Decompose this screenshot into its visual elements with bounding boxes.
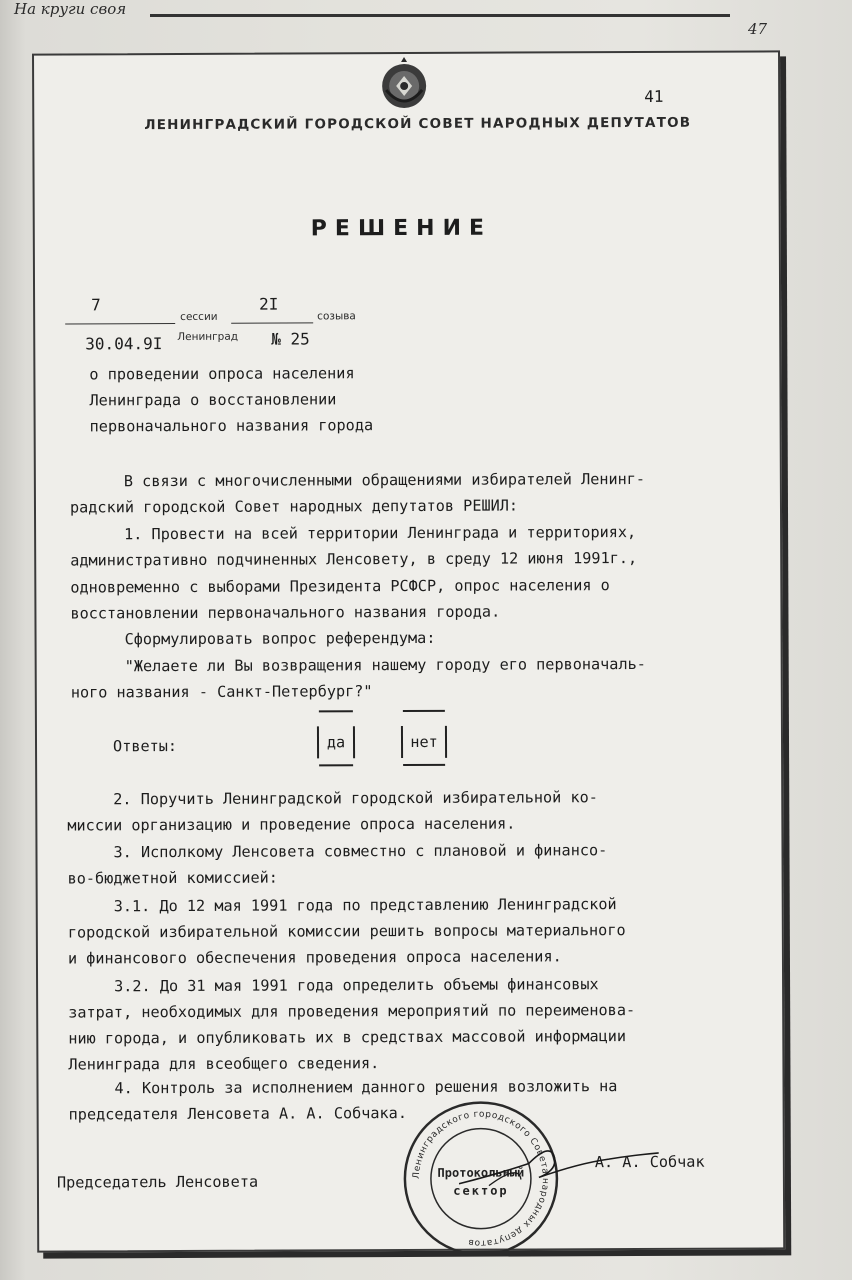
yes-box-bottom xyxy=(319,764,353,766)
body-line: "Желаете ли Вы возвращения нашему городу его первоначаль- xyxy=(124,654,646,676)
no-box-top xyxy=(403,710,445,712)
subject-line: первоначального названия города xyxy=(89,416,374,436)
convocation-number: 2I xyxy=(259,294,279,314)
stamp-line-1: Протокольный xyxy=(437,1165,525,1180)
body-line: и финансового обеспечения проведения опроса населения. xyxy=(67,947,562,968)
decision-number: № 25 xyxy=(271,329,310,349)
body-line: 3.1. До 12 мая 1991 года по представлению Ленинградской xyxy=(113,895,617,916)
body-line: 1. Провести на всей территории Ленинграда и территориях, xyxy=(124,523,637,544)
answer-yes-box: да xyxy=(317,726,355,758)
body-line: 4. Контроль за исполнением данного решения возложить на xyxy=(114,1077,618,1098)
subject-line: Ленинграда о восстановлении xyxy=(89,390,337,410)
body-line: В связи с многочисленными обращениями избирателей Ленинг- xyxy=(123,469,646,491)
body-line: ного названия - Санкт-Петербург?" xyxy=(70,682,373,702)
svg-text:Ленинградского городского Сове: Ленинградского городского Совета народных депутатов xyxy=(411,1109,550,1248)
body-line: во-бюджетной комиссией: xyxy=(67,868,278,888)
body-line: восстановлении первоначального названия города. xyxy=(70,602,501,623)
rsfsr-emblem-icon xyxy=(376,56,432,112)
header-rule xyxy=(150,14,730,17)
body-line: радский городской Совет народных депутатов РЕШИЛ: xyxy=(69,496,519,517)
body-line: затрат, необходимых для проведения мероприятий по переименова- xyxy=(68,1001,636,1022)
answer-no-box: нет xyxy=(401,726,447,758)
body-line: 3.2. До 31 мая 1991 года определить объемы финансовых xyxy=(114,975,599,996)
body-line: 2. Поручить Ленинградской городской избирательной ко- xyxy=(113,788,598,809)
no-box-bottom xyxy=(403,764,445,766)
session-label: сессии xyxy=(180,310,218,323)
council-name: ЛЕНИНГРАДСКИЙ ГОРОДСКОЙ СОВЕТ НАРОДНЫХ ДЕПУТАТОВ xyxy=(144,114,692,134)
decision-place: Ленинград xyxy=(177,330,239,344)
body-line: миссии организацию и проведение опроса населения. xyxy=(67,814,516,835)
subject-line: о проведении опроса населения xyxy=(89,364,355,384)
body-line: Сформулировать вопрос референдума: xyxy=(124,628,436,649)
signatory-name: А. А. Собчак xyxy=(594,1152,705,1172)
yes-box-top xyxy=(319,710,353,712)
stamp-line-2: сектор xyxy=(453,1183,509,1198)
answers-label: Ответы: xyxy=(112,737,178,756)
document-number: 41 xyxy=(644,86,664,106)
page-number: 47 xyxy=(748,20,768,38)
session-number: 7 xyxy=(91,295,101,315)
body-line: председателя Ленсовета А. А. Собчака. xyxy=(68,1104,407,1124)
signatory-title: Председатель Ленсовета xyxy=(56,1172,259,1192)
body-line: административно подчиненных Ленсовету, в среду 12 июня 1991г., xyxy=(70,548,638,570)
decision-title: РЕШЕНИЕ xyxy=(310,215,493,242)
body-line: 3. Исполкому Ленсовета совместно с плановой и финансо- xyxy=(113,841,608,862)
decision-date: 30.04.9I xyxy=(85,334,163,354)
decision-document xyxy=(32,50,785,1252)
body-line: нию города, и опубликовать их в средствах массовой информации xyxy=(68,1027,627,1048)
convocation-underline xyxy=(231,322,313,323)
session-underline xyxy=(65,323,175,324)
book-header-text: На круги своя xyxy=(14,0,127,18)
convocation-label: созыва xyxy=(317,310,356,323)
body-line: Ленинграда для всеобщего сведения. xyxy=(68,1054,380,1074)
body-line: одновременно с выборами Президента РСФСР, опрос населения о xyxy=(70,576,610,597)
body-line: городской избирательной комиссии решить вопросы материального xyxy=(67,921,626,942)
